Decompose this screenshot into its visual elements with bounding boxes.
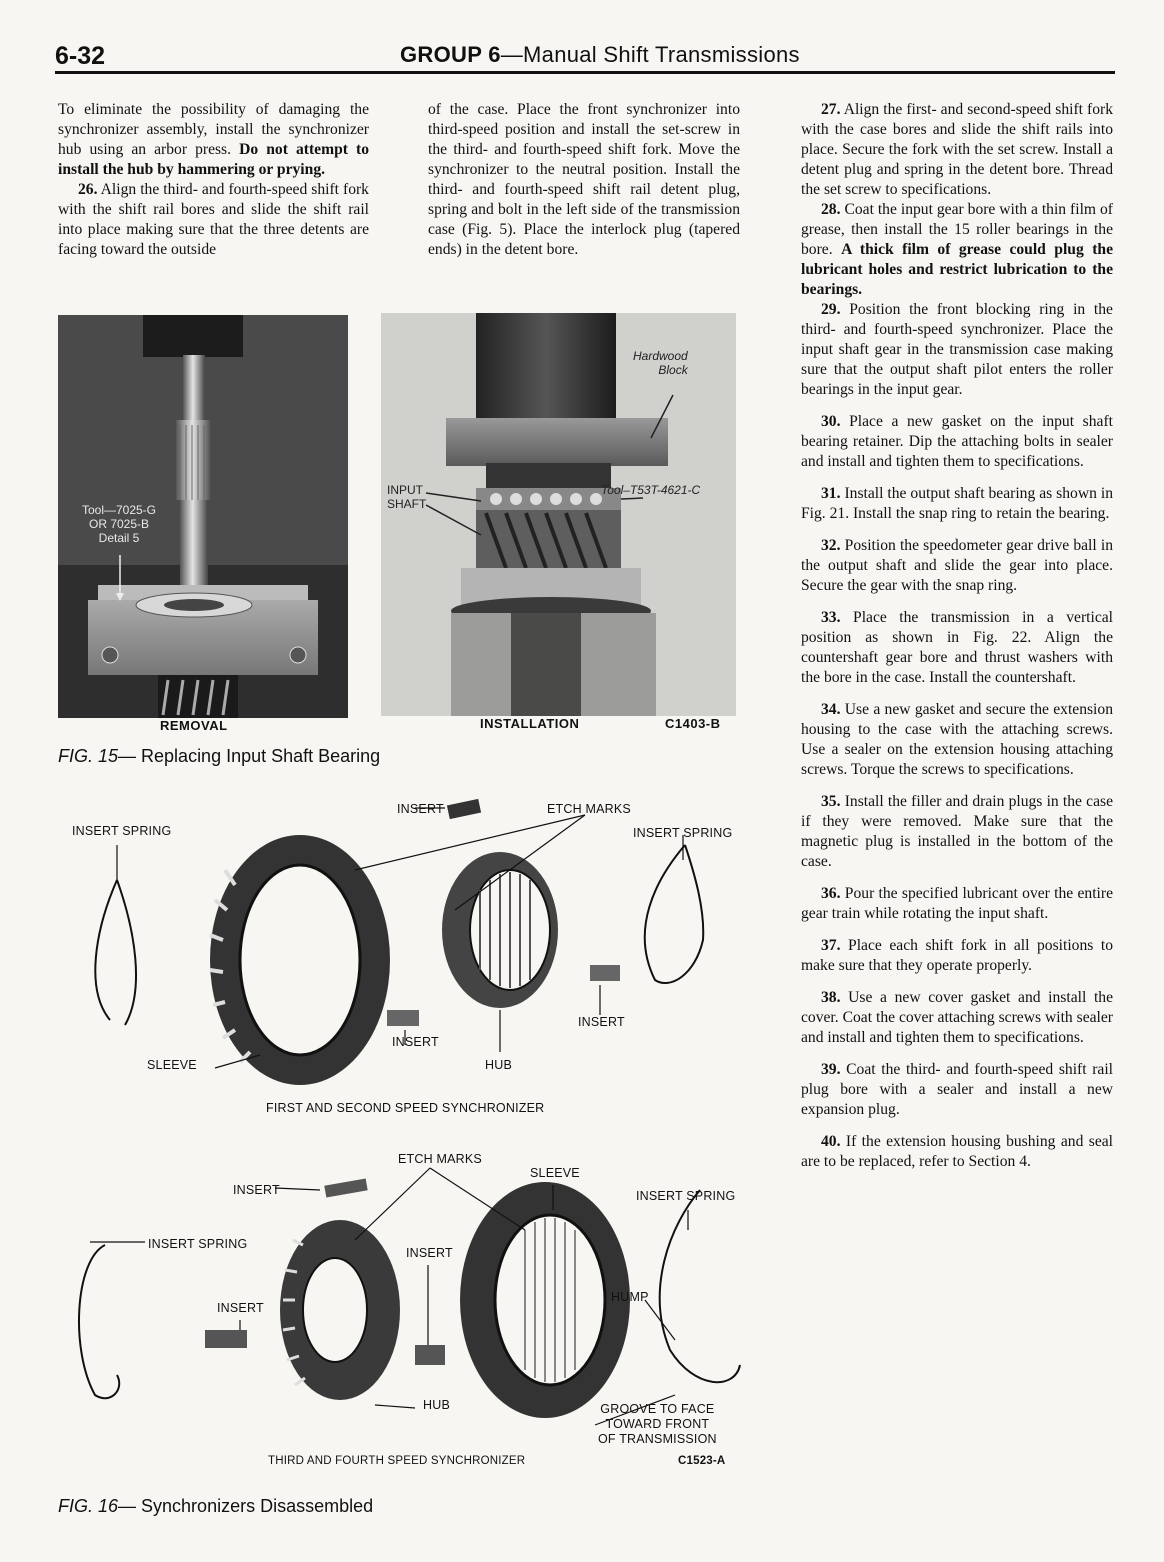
step-39 (801, 1060, 1113, 1120)
warning-text: A thick film of grease could plug the lubricant holes and restrict lubrication to the bearings. (801, 241, 1113, 298)
text-column-1 (58, 100, 369, 260)
page-number: 6-32 (55, 42, 106, 70)
installation-photo (381, 313, 736, 716)
callout-line: Tool—7025-G (81, 503, 157, 517)
callout-line: INPUT (387, 483, 423, 497)
label-etch-marks-top: ETCH MARKS (547, 802, 631, 816)
step-text: Place a new gasket on the input shaft bearing retainer. Dip the attaching bolts in sealer and install and tighten them to specifications. (801, 413, 1113, 470)
removal-label: REMOVAL (160, 718, 228, 733)
label-insert-spring-left-bottom: INSERT SPRING (148, 1237, 248, 1251)
callout-line: OF TRANSMISSION (598, 1432, 717, 1446)
step-text: Install the filler and drain plugs in the case if they were removed. Make sure that the magnetic plug is installed in the bottom of the case. (801, 793, 1113, 870)
callout-line: Detail 5 (98, 531, 140, 545)
step-37 (801, 936, 1113, 976)
caption-text: — Synchronizers Disassembled (118, 1496, 374, 1516)
step-35 (801, 792, 1113, 872)
step-number: 30. (821, 413, 841, 430)
label-insert-mid-bottom: INSERT (406, 1246, 453, 1260)
caption-prefix: FIG. 16 (58, 1496, 119, 1516)
removal-photo (58, 315, 348, 718)
synchronizer-title-top: FIRST AND SECOND SPEED SYNCHRONIZER (266, 1101, 545, 1115)
step-number: 31. (821, 485, 841, 502)
step-38 (801, 988, 1113, 1048)
callout-line: Hardwood (633, 349, 688, 363)
groove-callout (598, 1402, 717, 1447)
step-text: Coat the third- and fourth-speed shift rail plug bore with a sealer and install a new expansion plug. (801, 1061, 1113, 1118)
label-insert-left-bottom: INSERT (217, 1301, 264, 1315)
step-text: Position the front blocking ring in the third- and fourth-speed synchronizer. Place the input shaft gear in the transmission case making sure that the output shaft pilot enters the roller bearings in the input gear. (801, 301, 1113, 398)
label-insert-top-bottom: INSERT (233, 1183, 280, 1197)
group-name: —Manual Shift Transmissions (500, 42, 800, 67)
step-number: 36. (821, 885, 841, 902)
label-insert-spring-right-top: INSERT SPRING (633, 826, 733, 840)
step-text: Place each shift fork in all positions to make sure that they operate properly. (801, 937, 1113, 974)
step-number: 39. (821, 1061, 841, 1078)
label-insert-top: INSERT (397, 802, 444, 816)
step-30 (801, 412, 1113, 472)
step-text: Install the output shaft bearing as shown in Fig. 21. Install the snap ring to retain the bearing. (801, 485, 1113, 522)
label-etch-marks-bottom: ETCH MARKS (398, 1152, 482, 1166)
callout-line: OR 7025-B (88, 517, 150, 531)
step-40 (801, 1132, 1113, 1172)
group-prefix: GROUP 6 (400, 42, 501, 67)
callout-line: TOWARD FRONT (605, 1417, 710, 1431)
fig16-code: C1523-A (678, 1455, 726, 1467)
step-27 (801, 100, 1113, 200)
step-number: 40. (821, 1133, 841, 1150)
step-text: Use a new gasket and secure the extension housing to the case with the attaching screws. Use a sealer on the extension housing attaching screws. Torque the screws to specifications. (801, 701, 1113, 778)
step-text: Position the speedometer gear drive ball in the output shaft and slide the gear into place. Secure the gear with the snap ring. (801, 537, 1113, 594)
label-sleeve-bottom: SLEEVE (530, 1166, 580, 1180)
step-number: 28. (821, 201, 841, 218)
step-number: 29. (821, 301, 841, 318)
synchronizer-title-bottom: THIRD AND FOURTH SPEED SYNCHRONIZER (268, 1455, 526, 1467)
step-33 (801, 608, 1113, 688)
tool-callout-left (64, 503, 174, 545)
step-26-continued: of the case. Place the front synchronizer into third-speed position and install the set-screw in the third- and fourth-speed shift fork. Move the synchronizer to the neutral position. Install the third- and fourth-speed shift rail detent plug, spring and bolt in the left side of the transmission case (Fig. 5). Place the interlock plug (tapered ends) in the detent bore. (428, 101, 740, 258)
tool-callout-right: Tool–T53T-4621-C (601, 483, 701, 497)
label-insert-bottom-top: INSERT (392, 1035, 439, 1049)
label-insert-right-top: INSERT (578, 1015, 625, 1029)
step-number: 35. (821, 793, 841, 810)
callout-line: GROOVE TO FACE (600, 1402, 715, 1416)
step-text: Pour the specified lubricant over the entire gear train while rotating the input shaft. (801, 885, 1113, 922)
callout-line: SHAFT (387, 497, 427, 511)
step-26 (58, 180, 369, 260)
step-29 (801, 300, 1113, 400)
step-text: If the extension housing bushing and seal are to be replaced, refer to Section 4. (801, 1133, 1113, 1170)
step-number: 33. (821, 609, 841, 626)
label-hub-bottom: HUB (423, 1398, 450, 1412)
step-number: 34. (821, 701, 841, 718)
paragraph-hub-install (58, 100, 369, 180)
step-text: Align the third- and fourth-speed shift fork with the shift rail bores and slide the shift rail into place making sure that the three detents are facing toward the outside (58, 181, 369, 258)
step-number: 32. (821, 537, 841, 554)
callout-line: Block (658, 363, 688, 377)
step-28 (801, 200, 1113, 300)
label-insert-spring-right-bottom: INSERT SPRING (636, 1189, 736, 1203)
step-36 (801, 884, 1113, 924)
paragraph-text: To eliminate the possibility of damaging the synchronizer assembly, install the synchronizer hub using an arbor press. (58, 101, 369, 158)
step-34 (801, 700, 1113, 780)
label-hump: HUMP (611, 1290, 649, 1304)
input-shaft-callout (387, 483, 426, 511)
step-32 (801, 536, 1113, 596)
fig15-code: C1403-B (665, 716, 721, 731)
step-number: 38. (821, 989, 841, 1006)
label-hub-top: HUB (485, 1058, 512, 1072)
step-number: 26. (78, 181, 98, 198)
label-insert-spring-left-top: INSERT SPRING (72, 824, 172, 838)
fig15-caption (58, 746, 380, 767)
text-column-2 (428, 100, 740, 260)
step-text: Use a new cover gasket and install the cover. Coat the cover attaching screws with sealer and install and tighten them to specifications. (801, 989, 1113, 1046)
step-number: 27. (821, 101, 841, 118)
label-sleeve-top: SLEEVE (147, 1058, 197, 1072)
fig16-caption (58, 1496, 373, 1517)
caption-text: — Replacing Input Shaft Bearing (118, 746, 381, 766)
header-rule (55, 71, 1115, 74)
step-text: Align the first- and second-speed shift fork with the case bores and slide the shift rails into place. Secure the fork with the set screw. Install a detent plug and spring in the detent bore. Thread the set screw to specifications. (801, 101, 1113, 198)
warning-text: Do not attempt to install the hub by hammering or prying. (58, 141, 369, 178)
step-text: Coat the input gear bore with a thin film of grease, then install the 15 roller bearings in the bore. (801, 201, 1113, 258)
step-text: Place the transmission in a vertical position as shown in Fig. 22. Align the countershaft gear bore and thrust washers with the bore in the case. Install the countershaft. (801, 609, 1113, 686)
step-number: 37. (821, 937, 841, 954)
step-31 (801, 484, 1113, 524)
group-title (400, 42, 800, 68)
caption-prefix: FIG. 15 (58, 746, 119, 766)
hardwood-block-callout (633, 349, 688, 377)
text-column-3 (801, 100, 1113, 1172)
installation-label: INSTALLATION (480, 716, 580, 731)
